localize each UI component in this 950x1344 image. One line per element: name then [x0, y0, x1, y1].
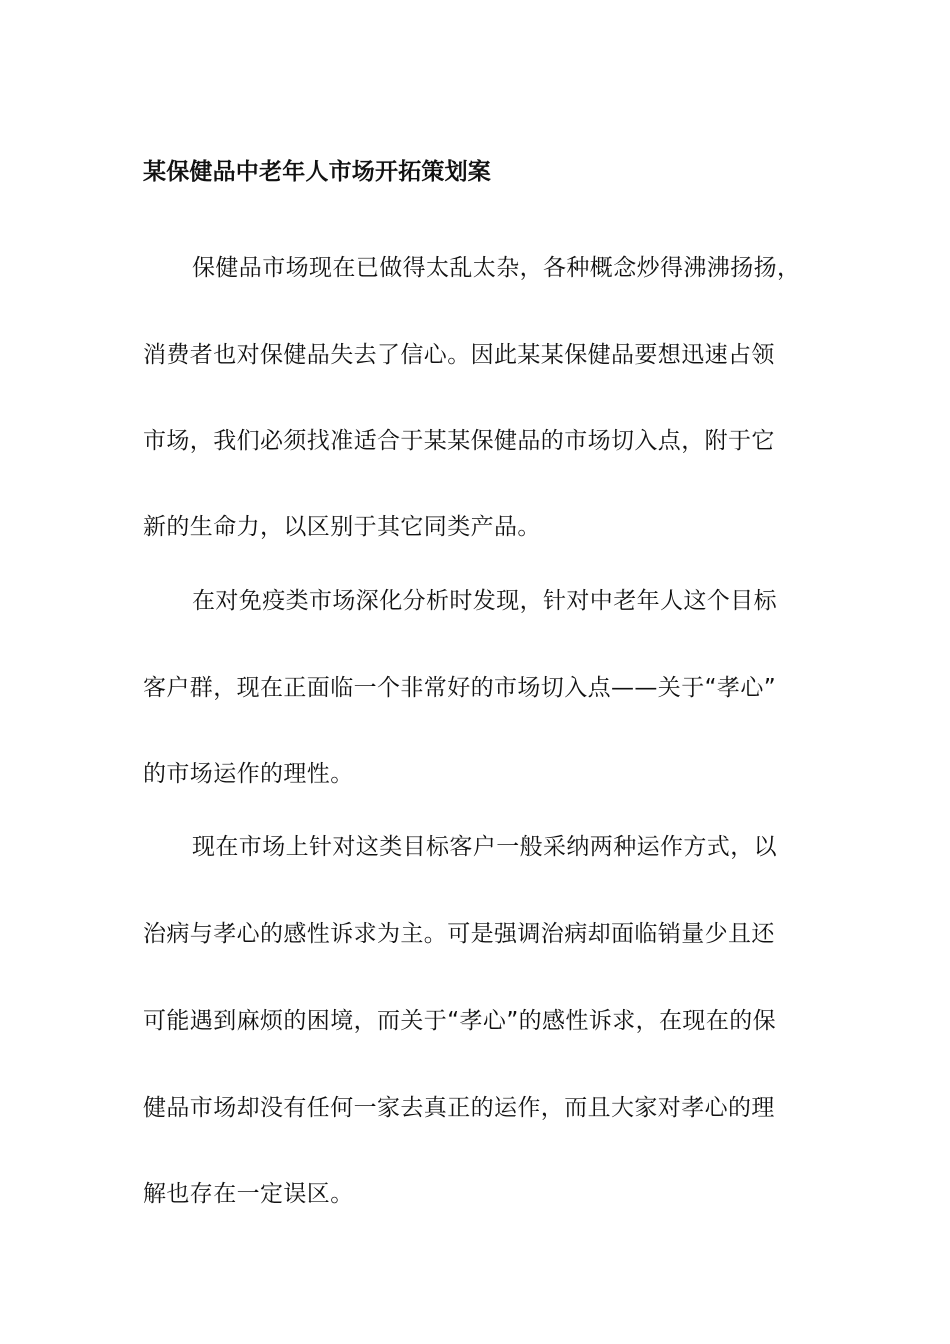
- paragraph-1-line-3: 市场，我们必须找准适合于某某保健品的市场切入点，附于它: [143, 428, 775, 454]
- paragraph-1-line-4: 新的生命力，以区别于其它同类产品。: [143, 514, 541, 540]
- paragraph-3-line-5: 解也存在一定误区。: [143, 1181, 354, 1207]
- paragraph-1-line-1: 保健品市场现在已做得太乱太杂，各种概念炒得沸沸扬扬，: [192, 255, 801, 281]
- paragraph-3-line-3: 可能遇到麻烦的困境，而关于“孝心”的感性诉求，在现在的保: [143, 1008, 777, 1034]
- document-title: 某保健品中老年人市场开拓策划案: [143, 159, 491, 185]
- paragraph-1-line-2: 消费者也对保健品失去了信心。因此某某保健品要想迅速占领: [143, 342, 775, 368]
- paragraph-2-line-2: 客户群，现在正面临一个非常好的市场切入点——关于“孝心”: [143, 675, 777, 701]
- paragraph-3-line-4: 健品市场却没有任何一家去真正的运作，而且大家对孝心的理: [143, 1095, 775, 1121]
- paragraph-3-line-2: 治病与孝心的感性诉求为主。可是强调治病却面临销量少且还: [143, 921, 775, 947]
- paragraph-3-line-1: 现在市场上针对这类目标客户一般采纳两种运作方式，以: [192, 834, 777, 860]
- paragraph-2-line-3: 的市场运作的理性。: [143, 761, 354, 787]
- paragraph-2-line-1: 在对免疫类市场深化分析时发现，针对中老年人这个目标: [192, 588, 777, 614]
